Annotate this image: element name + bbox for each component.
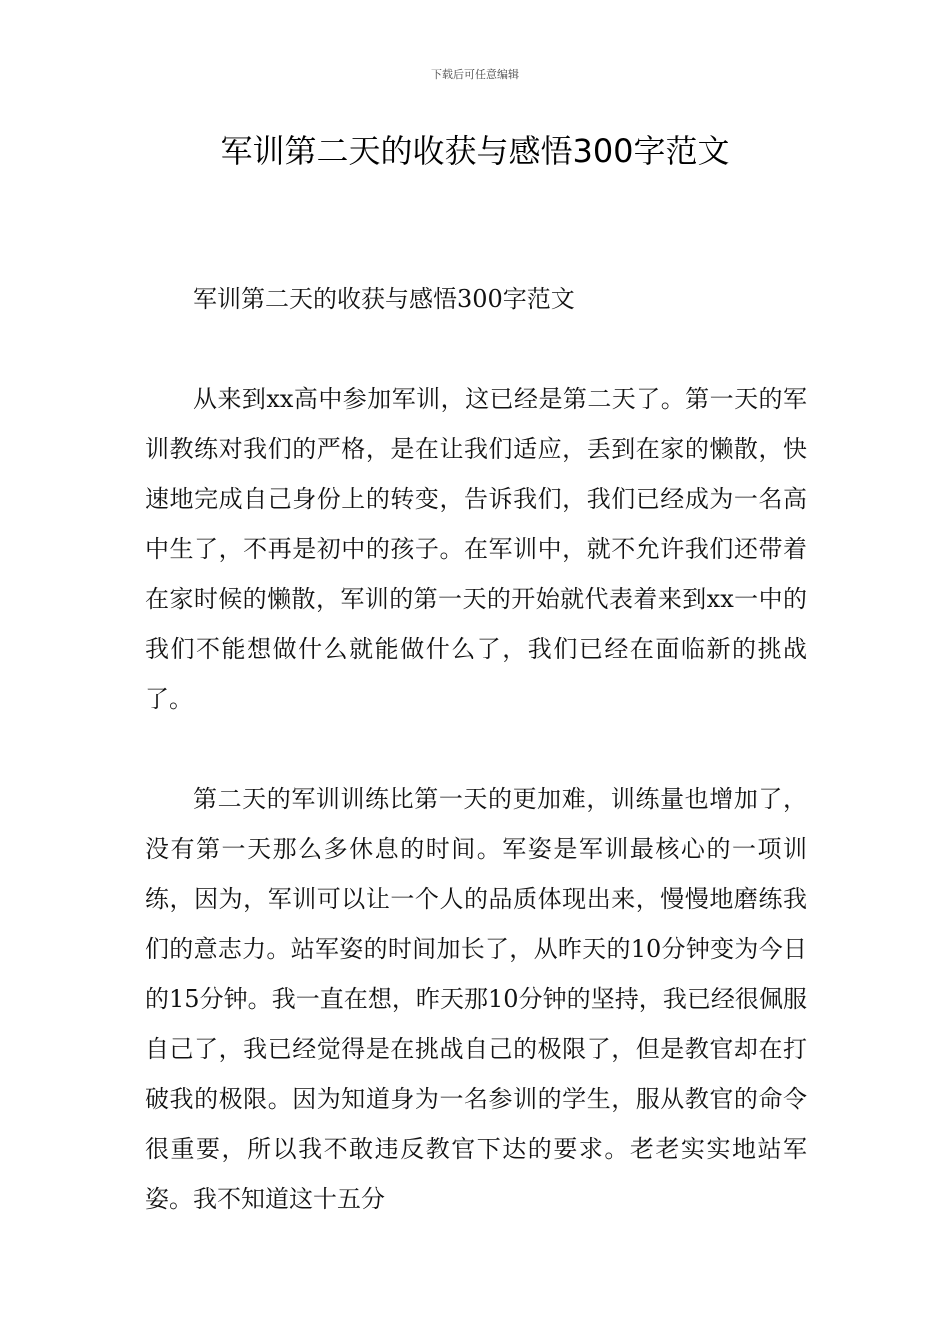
paragraph-1: [145, 374, 807, 724]
page-title: 军训第二天的收获与感悟300字范文: [220, 132, 730, 170]
paragraph-1-text: 从来到xx高中参加军训，这已经是第二天了。第一天的军训教练对我们的严格，是在让我们适应，丢到在家的懒散，快速地完成自己身份上的转变，告诉我们，我们已经成为一名高中生了，不再是初中的孩子。在军训中，就不允许我们还带着在家时候的懒散，军训的第一天的开始就代表着来到xx一中的我们不能想做什么就能做什么了，我们已经在面临新的挑战了。: [145, 385, 807, 713]
paragraph-2: [145, 774, 807, 1224]
subtitle-text: 军训第二天的收获与感悟300字范文: [193, 285, 575, 313]
paragraph-2-text: 第二天的军训训练比第一天的更加难，训练量也增加了，没有第一天那么多休息的时间。军姿是军训最核心的一项训练，因为，军训可以让一个人的品质体现出来，慢慢地磨练我们的意志力。站军姿的时间加长了，从昨天的10分钟变为今日的15分钟。我一直在想，昨天那10分钟的坚持，我已经很佩服自己了，我已经觉得是在挑战自己的极限了，但是教官却在打破我的极限。因为知道身为一名参训的学生，服从教官的命令很重要，所以我不敢违反教官下达的要求。老老实实地站军姿。我不知道这十五分: [145, 785, 807, 1213]
document-subtitle: [145, 274, 807, 324]
header-note: 下载后可任意编辑: [431, 68, 519, 81]
